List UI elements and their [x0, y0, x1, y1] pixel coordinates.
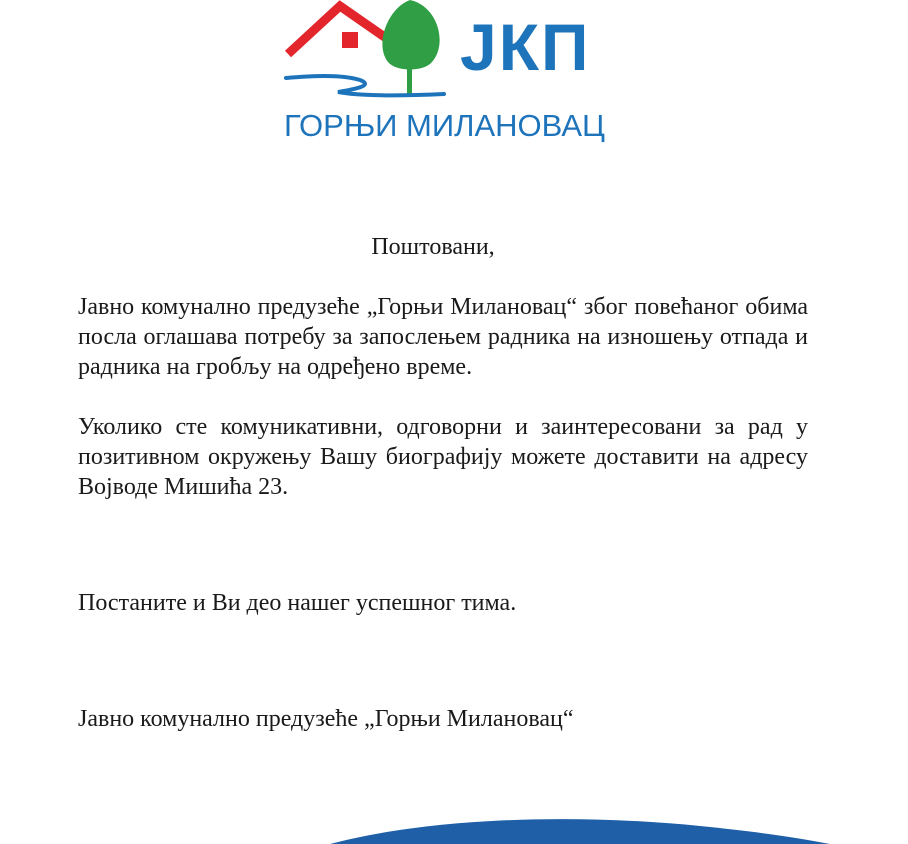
letter-closing: Постаните и Ви део нашег успешног тима.: [78, 590, 517, 616]
river-icon: [286, 76, 444, 95]
house-window-icon: [342, 32, 358, 48]
company-logo: [280, 0, 605, 150]
tree-crown-icon: [382, 0, 439, 70]
letter-body: [78, 232, 808, 734]
house-roof-icon: [288, 6, 386, 54]
letter-signature: Јавно комунално предузеће „Горњи Милановац“: [78, 706, 574, 732]
letter-greeting: Поштовани,: [371, 234, 495, 260]
letter-paragraph-job-ad: Јавно комунално предузеће „Горњи Милановац“ због повећаног обима посла оглашава потребу за запослењем радника на изношењу отпада и радника на гробљу на одређено време.: [78, 294, 808, 380]
footer-wave-decoration: [0, 800, 908, 844]
logo-town-name: ГОРЊИ МИЛАНОВАЦ: [284, 108, 605, 143]
footer-wave-shape: [330, 819, 830, 844]
logo-abbreviation: ЈКП: [460, 10, 591, 84]
letter-paragraph-application: Уколико сте комуникативни, одговорни и заинтересовани за рад у позитивном окружењу Вашу биографију можете доставити на адресу Војводе Мишића 23.: [78, 414, 808, 500]
